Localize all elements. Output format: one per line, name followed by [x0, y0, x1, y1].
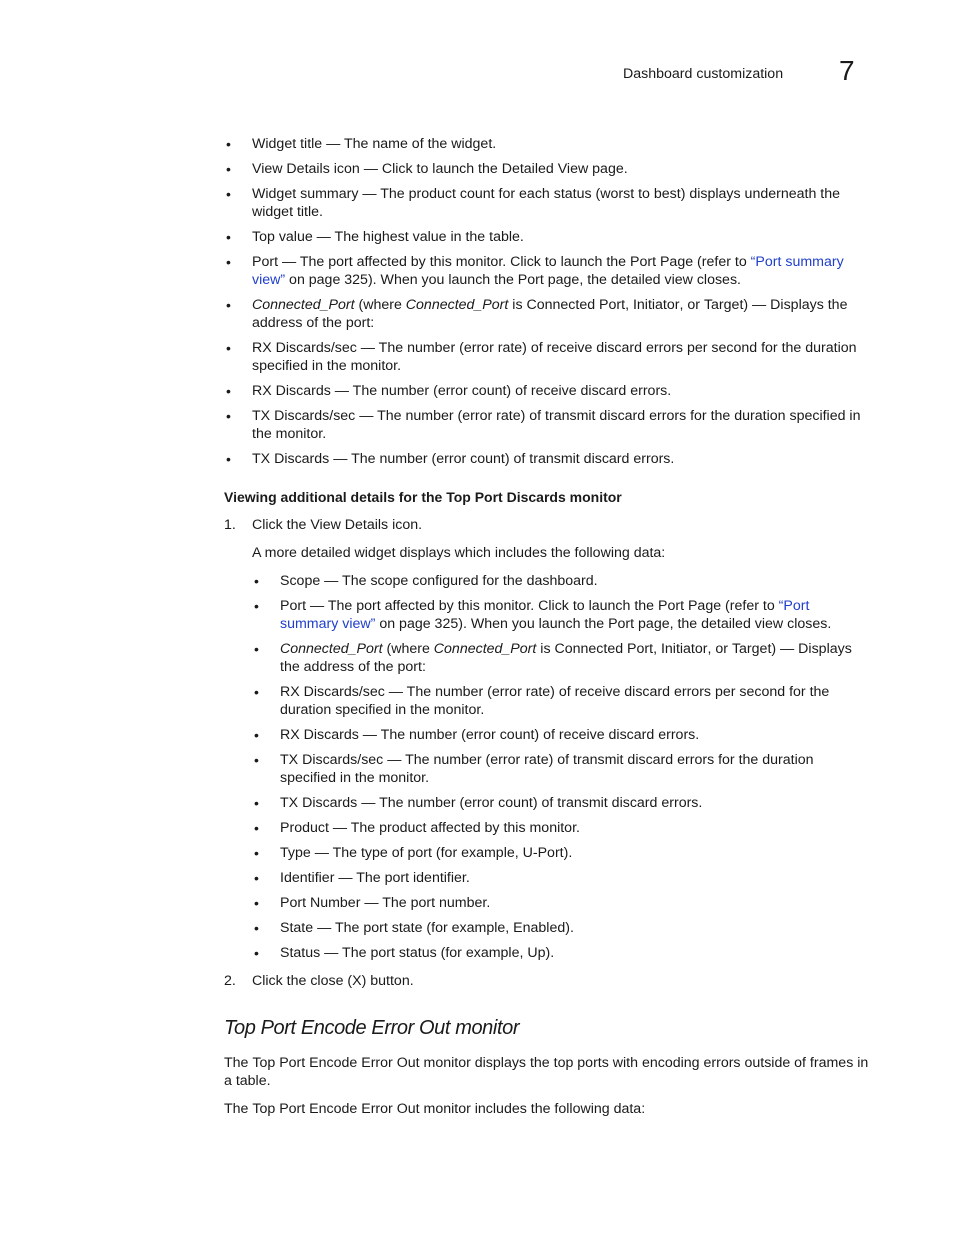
section-paragraph: The Top Port Encode Error Out monitor displays the top ports with encoding errors outside of frames in a table. [224, 1055, 869, 1089]
bullet-icon: • [226, 297, 231, 313]
chapter-number: 7 [839, 55, 855, 86]
port-summary-view-link[interactable]: “Port summary view” [280, 598, 810, 632]
bullet-icon: • [254, 920, 259, 936]
list-item: • Type — The type of port (for example, U-Port). [254, 845, 573, 861]
bullet-icon: • [226, 161, 231, 177]
list-item: • Widget title — The name of the widget. [226, 136, 497, 152]
bullet-icon: • [254, 895, 259, 911]
list-item: • Port — The port affected by this monitor. Click to launch the Port Page (refer to “Port summary view” on page 325). When you launch the Port page, the detailed view closes. [226, 254, 844, 288]
page-content [224, 135, 869, 1128]
bullet-icon: • [254, 573, 259, 589]
list-item: • TX Discards/sec — The number (error rate) of transmit discard errors for the duration specified in the monitor. [254, 752, 814, 786]
bullet-icon: • [226, 383, 231, 399]
list-item: • RX Discards — The number (error count) of receive discard errors. [226, 383, 672, 399]
list-item: • Status — The port status (for example, Up). [254, 945, 555, 961]
bullet-icon: • [254, 945, 259, 961]
bullet-icon: • [254, 795, 259, 811]
bullet-icon: • [226, 451, 231, 467]
bullet-icon: • [226, 136, 231, 152]
bullet-icon: • [254, 641, 259, 657]
list-item: • Connected_Port (where Connected_Port is Connected Port, Initiator, or Target) — Displays the address of the port: [226, 297, 848, 331]
list-item: • View Details icon — Click to launch the Detailed View page. [226, 161, 628, 177]
step-item: 1. Click the View Details icon. A more detailed widget displays which includes the following data: • Scope — The scope configured for the dashboard. • Port — The port affected by this monitor. Click to launch the Port Page (refer to “Port summary view” on page 325). When you launch the Port page, the detailed view closes. • Connected_Port (where Connected_Port is Connected Port, Initiator, or Target) — Displays the address of the port: • RX Discards/sec — The number (error rate) of receive discard errors per second for the duration specified in the monitor. • RX Discards — The number (error count) of receive discard errors. • TX Discards/sec — The number (error rate) of transmit discard errors for the duration specified in the monitor. • TX Discards — The number (error count) of transmit discard errors. • Product — The product affected by this monitor. • Type — The type of port (for example, U-Port). • Identifier — The port identifier. • Port Number — The port number. • State — The port state (for example, Enabled). • Status — The port status (for example, Up). [224, 516, 869, 962]
subheading: Viewing additional details for the Top Port Discards monitor [224, 489, 622, 505]
step-item: 2. Click the close (X) button. [224, 973, 414, 989]
list-item: • TX Discards/sec — The number (error rate) of transmit discard errors for the duration specified in the monitor. [226, 408, 861, 442]
list-item: • Port — The port affected by this monitor. Click to launch the Port Page (refer to “Port summary view” on page 325). When you launch the Port page, the detailed view closes. [254, 598, 832, 632]
step-paragraph: A more detailed widget displays which includes the following data: [252, 545, 666, 561]
step-number: 2. [224, 973, 236, 989]
list-item: • Identifier — The port identifier. [254, 870, 470, 886]
bullet-icon: • [254, 598, 259, 614]
section-title: Top Port Encode Error Out monitor [224, 1017, 520, 1039]
bullet-icon: • [254, 752, 259, 768]
list-item: • TX Discards — The number (error count) of transmit discard errors. [226, 451, 675, 467]
list-item: • RX Discards — The number (error count) of receive discard errors. [254, 727, 700, 743]
bullet-icon: • [254, 870, 259, 886]
bullet-icon: • [254, 727, 259, 743]
list-item: • Port Number — The port number. [254, 895, 491, 911]
list-item: • TX Discards — The number (error count) of transmit discard errors. [254, 795, 703, 811]
step-number: 1. [224, 517, 236, 533]
list-item: • Top value — The highest value in the table. [226, 229, 524, 245]
list-item: • Connected_Port (where Connected_Port is Connected Port, Initiator, or Target) — Displays the address of the port: [254, 641, 852, 675]
bullet-icon: • [226, 186, 231, 202]
list-item: • Widget summary — The product count for each status (worst to best) displays underneath the widget title. [226, 186, 841, 220]
bullet-icon: • [226, 254, 231, 270]
bullet-icon: • [226, 229, 231, 245]
detailed-widget-fields-list [252, 572, 869, 962]
port-summary-view-link[interactable]: “Port summary view” [252, 254, 844, 288]
section-paragraph: The Top Port Encode Error Out monitor includes the following data: [224, 1101, 646, 1117]
list-item: • Product — The product affected by this monitor. [254, 820, 580, 836]
bullet-icon: • [254, 820, 259, 836]
running-header-section: Dashboard customization [623, 66, 784, 82]
bullet-icon: • [226, 408, 231, 424]
bullet-icon: • [254, 684, 259, 700]
bullet-icon: • [254, 845, 259, 861]
bullet-icon: • [226, 340, 231, 356]
list-item: • RX Discards/sec — The number (error rate) of receive discard errors per second for the duration specified in the monitor. [254, 684, 830, 718]
widget-fields-list [224, 135, 869, 468]
procedure-steps [224, 516, 869, 990]
list-item: • State — The port state (for example, Enabled). [254, 920, 574, 936]
list-item: • Scope — The scope configured for the dashboard. [254, 573, 598, 589]
list-item: • RX Discards/sec — The number (error rate) of receive discard errors per second for the duration specified in the monitor. [226, 340, 857, 374]
